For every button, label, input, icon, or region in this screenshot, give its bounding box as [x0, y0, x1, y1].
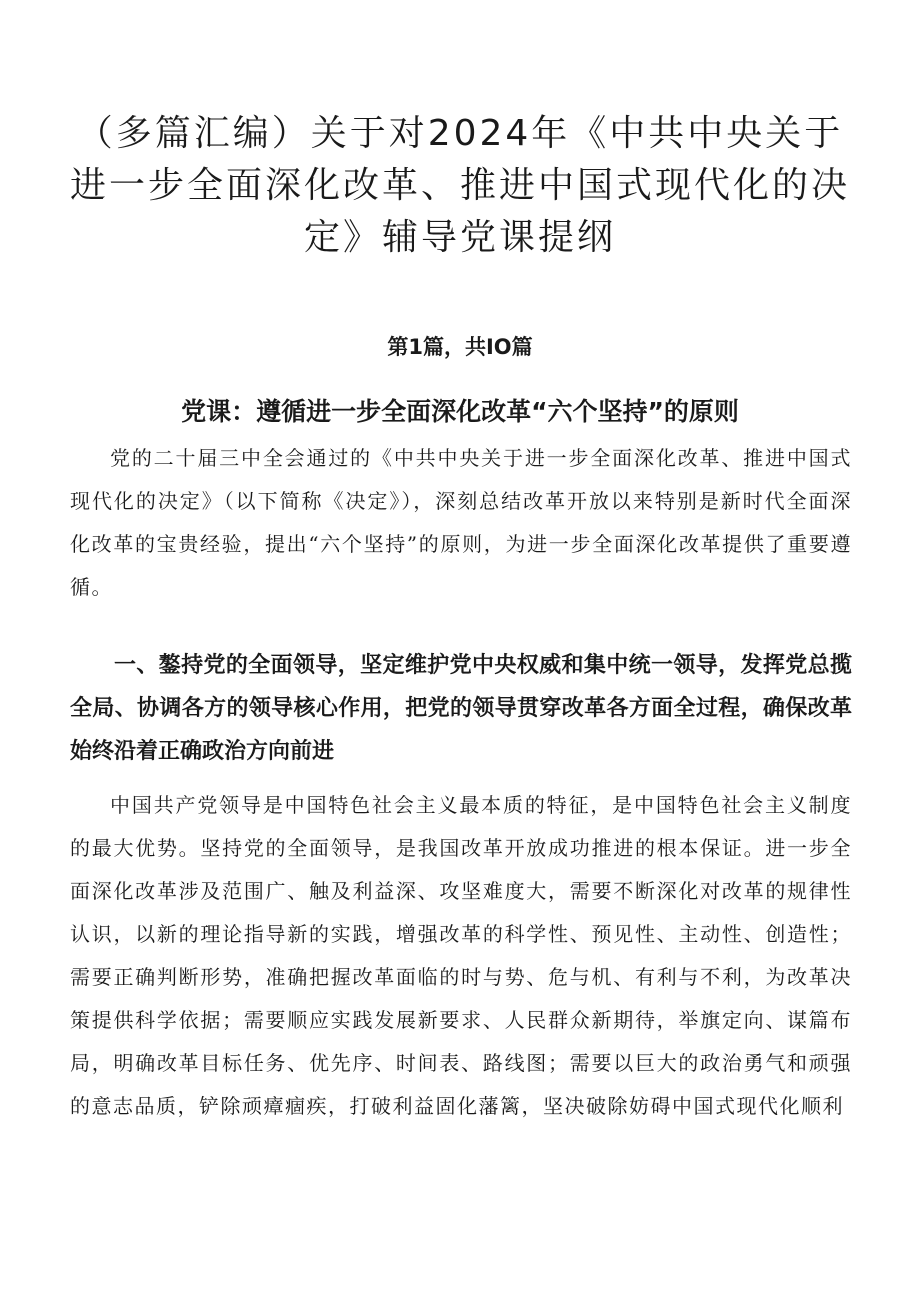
section-heading-one: 一、鏊持党的全面领导，坚定维护党中央权威和集中统一领导，发挥党总揽全局、协调各方的领导核心作用，把党的领导贯穿改革各方面全过程，确保改革始终沿着正确政治方向前进 [70, 653, 852, 764]
section-number: 第1篇，共IO篇 [387, 335, 533, 359]
lecture-subtitle: 党课：遵循进一步全面深化改革“六个坚持”的原则 [181, 397, 739, 426]
body-paragraph: 中国共产党领导是中国特色社会主义最本质的特征，是中国特色社会主义制度的最大优势。坚持党的全面领导，是我国改革开放成功推进的根本保证。进一步全面深化改革涉及范围广、触及利益深、攻坚难度大，需要不断深化对改革的规律性认识，以新的理论指导新的实践，增强改革的科学性、预见性、主动性、创造性；需要正确判断形势，准确把握改革面临的时与势、危与机、有利与不利，为改革决策提供科学依据；需要顺应实践发展新要求、人民群众新期待，举旗定向、谋篇布局，明确改革目标任务、优先序、时间表、路线图；需要以巨大的政治勇气和顽强的意志品质，铲除顽瘴痼疾，打破利益固化藩篱，坚决破除妨碍中国式现代化顺利 [70, 793, 852, 1118]
document-title: （多篇汇编）关于对2024年《中共中央关于进一步全面深化改革、推进中国式现代化的决定》辅导党课提纲 [69, 113, 850, 258]
intro-paragraph: 党的二十届三中全会通过的《中共中央关于进一步全面深化改革、推进中国式现代化的决定》（以下简称《决定》），深刻总结改革开放以来特别是新时代全面深化改革的宝贵经验，提出“六个坚持”的原则，为进一步全面深化改革提供了重要遵循。 [70, 446, 852, 599]
